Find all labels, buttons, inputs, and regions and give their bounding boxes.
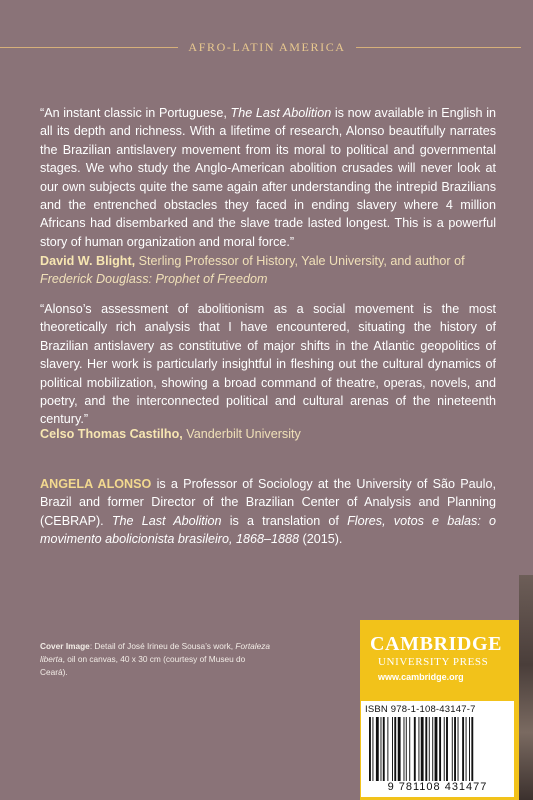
series-rule-right bbox=[356, 47, 521, 48]
publisher-logo-sub: UNIVERSITY PRESS bbox=[378, 656, 489, 668]
quote-castilho: “Alonso’s assessment of abolitionism as a social movement is the most theoretically rich analysis that I have encountered, situating the history of Brazilian antislavery as constitutive of major shifts in the Atlantic geopolitics of slavery. Her work is particularly insightful in fleshing out the cultural dynamics of political mobilization, showing a broad command of theatre, operas, novels, and poetry, and the interconnected political and cultural arenas of the nineteenth century.” bbox=[40, 302, 496, 427]
barcode-bars bbox=[369, 717, 509, 781]
author-name: David W. Blight, bbox=[40, 254, 136, 268]
publisher-logo-name: CAMBRIDGE bbox=[370, 633, 503, 655]
author-affiliation: Vanderbilt University bbox=[182, 427, 301, 441]
bio-original-title: Flores, votos e balas: o movimento abolicionista brasileiro, 1868–1888 bbox=[40, 513, 496, 547]
cover-image-work: Fortaleza liberta bbox=[40, 641, 270, 664]
author-bio bbox=[40, 475, 496, 549]
cover-image-credit bbox=[40, 640, 272, 678]
author-name: Celso Thomas Castilho, bbox=[40, 427, 183, 441]
author-book: Frederick Douglass: Prophet of Freedom bbox=[40, 272, 268, 287]
quote-blight bbox=[40, 104, 496, 251]
quote-text-start: “An instant classic in Portuguese, bbox=[40, 106, 231, 120]
attribution-blight bbox=[40, 252, 500, 289]
quote-text-rest: is now available in English in all its depth and richness. With a lifetime of research, Alonso beautifully narrates the Brazilian antislavery movement from its moral to political and governmental stages. We who study the Anglo-American abolition crusades will never look at our own subjects quite the same again after understanding the intrepid Brazilians and the entrenched obstacles they faced in ending slavery where 4 million Africans had disembarked and the slave trade lasted longest. This is a powerful story of human organization and moral force.” bbox=[40, 106, 496, 249]
bio-text: (2015). bbox=[299, 532, 343, 547]
barcode-digits: 9 781108 431477 bbox=[387, 781, 488, 793]
cover-image-text: : Detail of José Irineu de Sousa’s work, bbox=[89, 641, 236, 651]
painting-edge bbox=[519, 575, 533, 800]
series-label: AFRO-LATIN AMERICA bbox=[188, 40, 346, 54]
bio-book-title: The Last Abolition bbox=[111, 513, 222, 528]
publisher-url: www.cambridge.org bbox=[378, 672, 464, 682]
bio-name: ANGELA ALONSO bbox=[40, 477, 152, 491]
bio-text: is a Professor of Sociology at the University of São Paulo, Brazil and former Director of the Brazilian Center of Analysis and Planning (CEBRAP). bbox=[40, 477, 496, 528]
quote-book-title: The Last Abolition bbox=[230, 106, 332, 120]
isbn-text: ISBN 978-1-108-43147-7 bbox=[365, 704, 476, 715]
attribution-castilho bbox=[40, 425, 500, 443]
author-affiliation: Sterling Professor of History, Yale University, and author of bbox=[135, 254, 465, 268]
cover-image-label: Cover Image bbox=[40, 641, 90, 651]
series-rule-left bbox=[0, 47, 178, 48]
bio-text: is a translation of bbox=[221, 513, 348, 528]
barcode bbox=[361, 701, 514, 797]
series-header bbox=[0, 38, 533, 58]
cover-image-text: , oil on canvas, 40 x 30 cm (courtesy of Museu do Ceará). bbox=[40, 653, 246, 677]
